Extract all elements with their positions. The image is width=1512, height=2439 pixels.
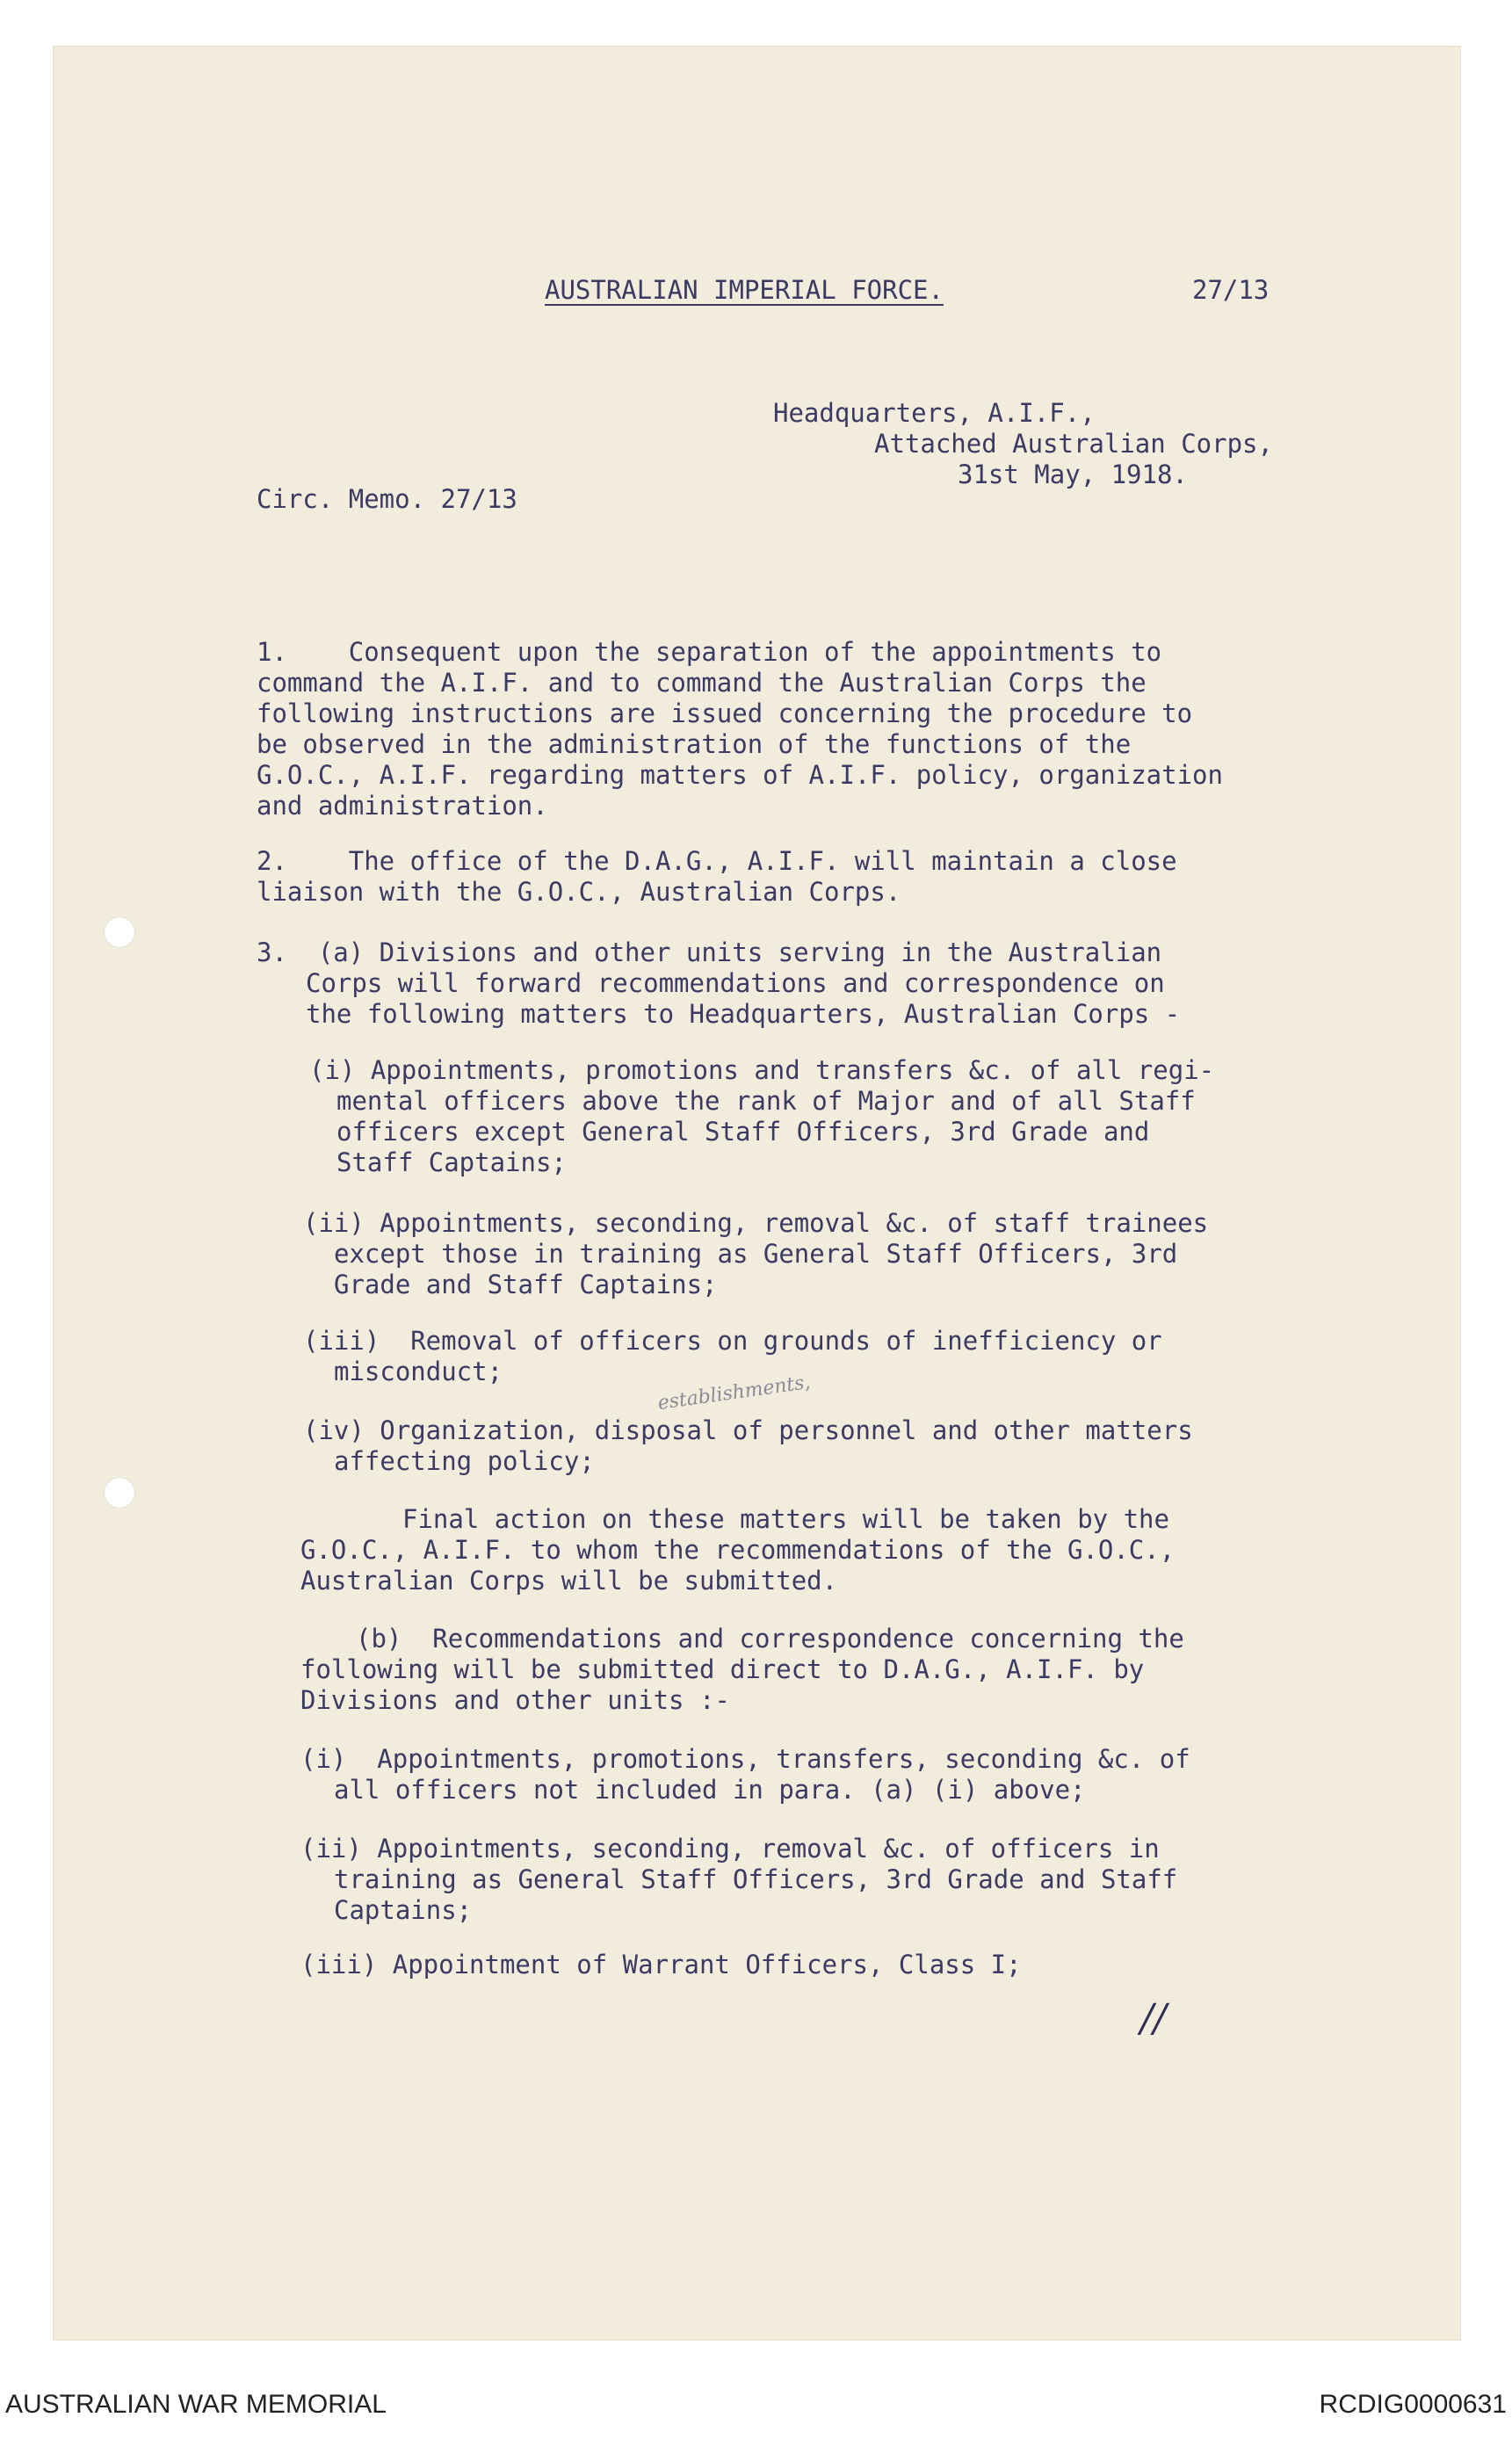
address-line-1: Headquarters, A.I.F., (773, 398, 1096, 428)
text-line: (b) Recommendations and correspondence concerning the (356, 1624, 1184, 1654)
text-line: (ii) Appointments, seconding, removal &c. of staff trainees (303, 1208, 1209, 1238)
text-line: Corps will forward recommendations and correspondence on (306, 968, 1165, 998)
text-line: (i) Appointments, promotions, transfers, seconding &c. of (300, 1744, 1190, 1774)
document-date: 31st May, 1918. (958, 460, 1188, 489)
text-line: 2. The office of the D.A.G., A.I.F. will maintain a close (257, 846, 1177, 876)
text-line: all officers not included in para. (a) (i) above; (334, 1775, 1086, 1805)
text-line: G.O.C., A.I.F. to whom the recommendations of the G.O.C., (300, 1535, 1176, 1565)
text-line: (iii) Removal of officers on grounds of inefficiency or (303, 1326, 1162, 1356)
reference-number: 27/13 (1192, 275, 1270, 305)
text-line: except those in training as General Staff Officers, 3rd (334, 1239, 1178, 1269)
text-line: training as General Staff Officers, 3rd Grade and Staff (334, 1864, 1178, 1894)
text-line: Captains; (334, 1895, 473, 1925)
text-line: liaison with the G.O.C., Australian Corps. (257, 877, 901, 907)
text-line: 1. Consequent upon the separation of the appointments to (257, 637, 1162, 667)
text-line: command the A.I.F. and to command the Australian Corps the (257, 668, 1147, 698)
memo-reference: Circ. Memo. 27/13 (257, 484, 517, 514)
handwritten-annotation: establishments, (656, 1371, 812, 1415)
text-line: the following matters to Headquarters, Australian Corps - (306, 999, 1181, 1029)
text-line: following will be submitted direct to D.A.G., A.I.F. by (300, 1654, 1145, 1684)
text-line: be observed in the administration of the functions of the (257, 729, 1132, 759)
continuation-mark: // (1140, 1996, 1167, 2041)
text-line: Australian Corps will be submitted. (300, 1566, 838, 1596)
text-line: Divisions and other units :- (300, 1685, 730, 1715)
text-line: (iv) Organization, disposal of personnel and other matters (303, 1415, 1193, 1445)
text-line: (ii) Appointments, seconding, removal &c. of officers in (300, 1834, 1160, 1864)
text-line: mental officers above the rank of Major and of all Staff (336, 1086, 1196, 1116)
item-b-iii: (iii) Appointment of Warrant Officers, Class I; (300, 1950, 1022, 1979)
text-line: affecting policy; (334, 1446, 595, 1476)
punch-hole-bottom (104, 1477, 135, 1509)
footer-right-label: RCDIG0000631 (1319, 2390, 1507, 2419)
text-line: officers except General Staff Officers, 3rd Grade and (336, 1117, 1150, 1147)
text-line: Final action on these matters will be taken by the (402, 1504, 1169, 1534)
address-line-2: Attached Australian Corps, (874, 429, 1273, 459)
document-title: AUSTRALIAN IMPERIAL FORCE. (545, 275, 944, 305)
text-line: 3. (a) Divisions and other units serving in the Australian (257, 937, 1162, 967)
text-line: G.O.C., A.I.F. regarding matters of A.I.F. policy, organization (257, 760, 1223, 790)
text-line: and administration. (257, 791, 548, 821)
text-line: (i) Appointments, promotions and transfers &c. of all regi- (309, 1055, 1215, 1085)
footer-left-label: AUSTRALIAN WAR MEMORIAL (5, 2390, 387, 2419)
text-line: Staff Captains; (336, 1147, 567, 1177)
text-line: misconduct; (334, 1357, 503, 1386)
document-page (53, 46, 1461, 2341)
text-line: following instructions are issued concerning the procedure to (257, 698, 1193, 728)
text-line: Grade and Staff Captains; (334, 1270, 718, 1299)
punch-hole-top (104, 916, 135, 948)
